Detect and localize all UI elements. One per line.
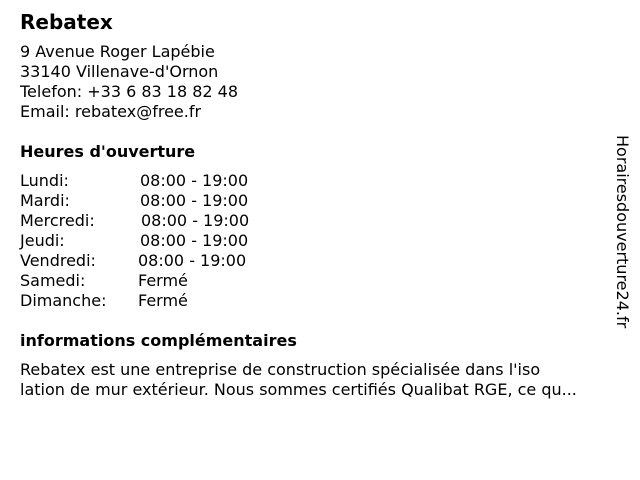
address-line-1: 9 Avenue Roger Lapébie [20,42,215,61]
hours-row-vendredi [20,251,620,271]
day-hours: Fermé [138,291,188,310]
hours-row-jeudi [20,231,620,251]
opening-hours-table [20,171,620,311]
day-label: Samedi: [20,271,86,290]
hours-row-lundi [20,171,620,191]
description-line-1: Rebatex est une entreprise de construction spécialisée dans l'iso [20,360,541,379]
hours-row-samedi [20,271,620,291]
business-name: Rebatex [20,10,113,34]
business-card [20,8,620,400]
day-hours: 08:00 - 19:00 [140,191,249,210]
address-line-2: 33140 Villenave-d'Ornon [20,62,219,81]
side-brand-watermark: Horairesdouverture24.fr [613,135,632,329]
hours-row-mercredi [20,211,620,231]
day-hours: 08:00 - 19:00 [140,171,249,190]
additional-info-heading: informations complémentaires [20,331,297,350]
opening-hours-heading: Heures d'ouverture [20,142,196,161]
day-hours: 08:00 - 19:00 [141,211,250,230]
day-hours: 08:00 - 19:00 [138,251,247,270]
hours-row-dimanche [20,291,620,311]
day-label: Dimanche: [20,291,107,310]
description-line-2: lation de mur extérieur. Nous sommes certifiés Qualibat RGE, ce qu... [20,380,577,399]
day-hours: Fermé [138,271,188,290]
day-label: Lundi: [20,171,69,190]
hours-row-mardi [20,191,620,211]
day-label: Mardi: [20,191,70,210]
day-label: Jeudi: [20,231,65,250]
day-hours: 08:00 - 19:00 [140,231,249,250]
day-label: Vendredi: [20,251,96,270]
phone-line: Telefon: +33 6 83 18 82 48 [20,82,239,101]
day-label: Mercredi: [20,211,95,230]
email-line: Email: rebatex@free.fr [20,102,202,121]
